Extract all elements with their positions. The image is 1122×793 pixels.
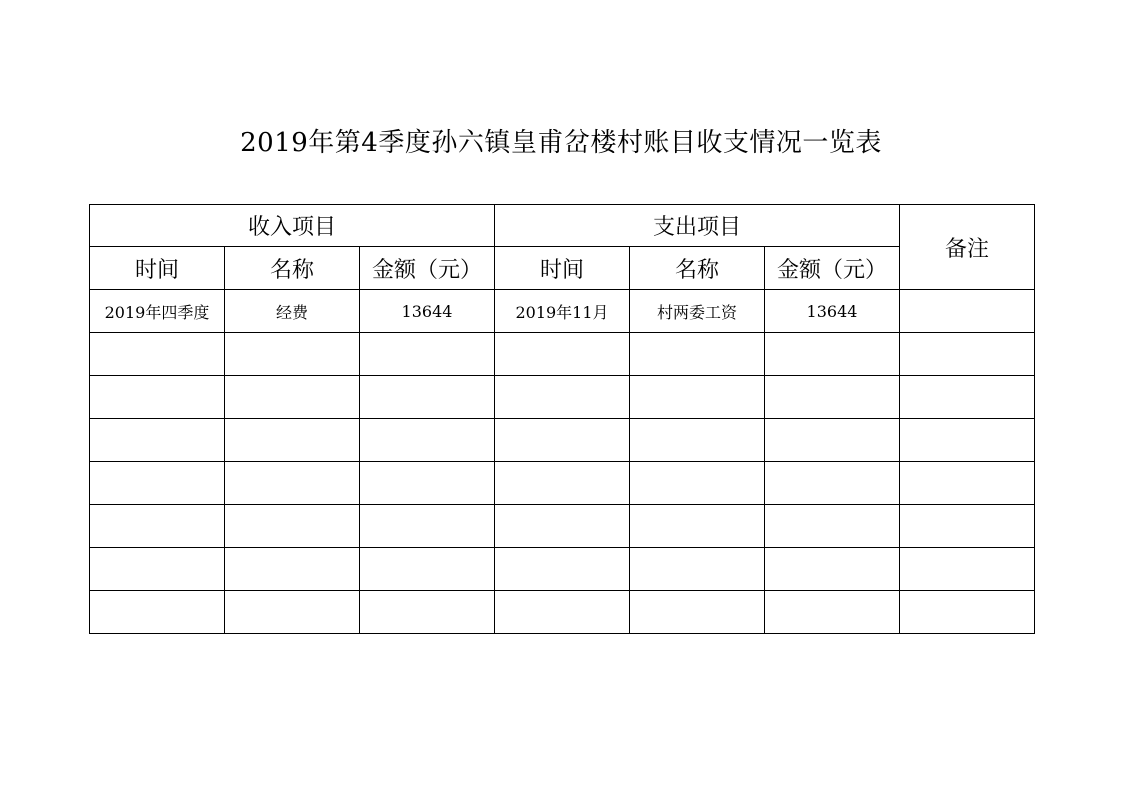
expense-time-cell (495, 376, 630, 419)
income-name-cell (225, 419, 360, 462)
table-row (90, 419, 1035, 462)
expense-name-cell (630, 462, 765, 505)
remark-cell (900, 419, 1035, 462)
income-name-cell (225, 505, 360, 548)
income-name-cell (225, 548, 360, 591)
expense-time-cell (495, 419, 630, 462)
income-time-cell (90, 462, 225, 505)
income-amount-header: 金额（元） (360, 247, 495, 290)
income-time-cell (90, 591, 225, 634)
income-amount-cell (360, 591, 495, 634)
ledger-table (89, 204, 1035, 634)
expense-amount-cell (765, 333, 900, 376)
expense-time-cell (495, 462, 630, 505)
income-name-cell (225, 462, 360, 505)
expense-amount-cell (765, 548, 900, 591)
expense-name-cell (630, 548, 765, 591)
income-amount-cell (360, 505, 495, 548)
expense-name-cell: 村两委工资 (630, 290, 765, 333)
expense-amount-cell (765, 462, 900, 505)
table-row (90, 462, 1035, 505)
expense-name-cell (630, 419, 765, 462)
expense-group-header: 支出项目 (495, 205, 900, 247)
income-amount-cell (360, 419, 495, 462)
expense-time-header: 时间 (495, 247, 630, 290)
income-group-header: 收入项目 (90, 205, 495, 247)
income-time-cell (90, 419, 225, 462)
income-amount-cell (360, 548, 495, 591)
income-amount-cell (360, 333, 495, 376)
expense-amount-cell (765, 505, 900, 548)
expense-time-cell: 2019年11月 (495, 290, 630, 333)
income-time-cell: 2019年四季度 (90, 290, 225, 333)
income-time-cell (90, 505, 225, 548)
expense-name-cell (630, 591, 765, 634)
expense-amount-cell (765, 376, 900, 419)
remark-cell (900, 376, 1035, 419)
income-name-cell (225, 591, 360, 634)
expense-time-cell (495, 591, 630, 634)
page-title: 2019年第4季度孙六镇皇甫岔楼村账目收支情况一览表 (240, 128, 882, 158)
expense-time-cell (495, 505, 630, 548)
expense-name-header: 名称 (630, 247, 765, 290)
expense-amount-header: 金额（元） (765, 247, 900, 290)
income-name-cell (225, 333, 360, 376)
remark-cell (900, 290, 1035, 333)
expense-amount-cell (765, 419, 900, 462)
expense-time-cell (495, 333, 630, 376)
income-time-cell (90, 548, 225, 591)
expense-name-cell (630, 376, 765, 419)
income-time-cell (90, 376, 225, 419)
remark-cell (900, 333, 1035, 376)
income-amount-cell (360, 376, 495, 419)
income-amount-cell (360, 462, 495, 505)
expense-time-cell (495, 548, 630, 591)
column-header-row (90, 247, 1035, 290)
income-name-header: 名称 (225, 247, 360, 290)
income-time-cell (90, 333, 225, 376)
expense-amount-cell: 13644 (765, 290, 900, 333)
table-row (90, 376, 1035, 419)
table-row (90, 548, 1035, 591)
remark-cell (900, 591, 1035, 634)
expense-name-cell (630, 333, 765, 376)
remark-cell (900, 505, 1035, 548)
income-name-cell: 经费 (225, 290, 360, 333)
income-name-cell (225, 376, 360, 419)
income-amount-cell: 13644 (360, 290, 495, 333)
expense-name-cell (630, 505, 765, 548)
income-time-header: 时间 (90, 247, 225, 290)
remark-cell (900, 548, 1035, 591)
remark-header: 备注 (900, 205, 1035, 290)
expense-amount-cell (765, 591, 900, 634)
table-row (90, 505, 1035, 548)
table-row (90, 333, 1035, 376)
group-header-row (90, 205, 1035, 247)
table-row (90, 290, 1035, 333)
remark-cell (900, 462, 1035, 505)
table-row (90, 591, 1035, 634)
